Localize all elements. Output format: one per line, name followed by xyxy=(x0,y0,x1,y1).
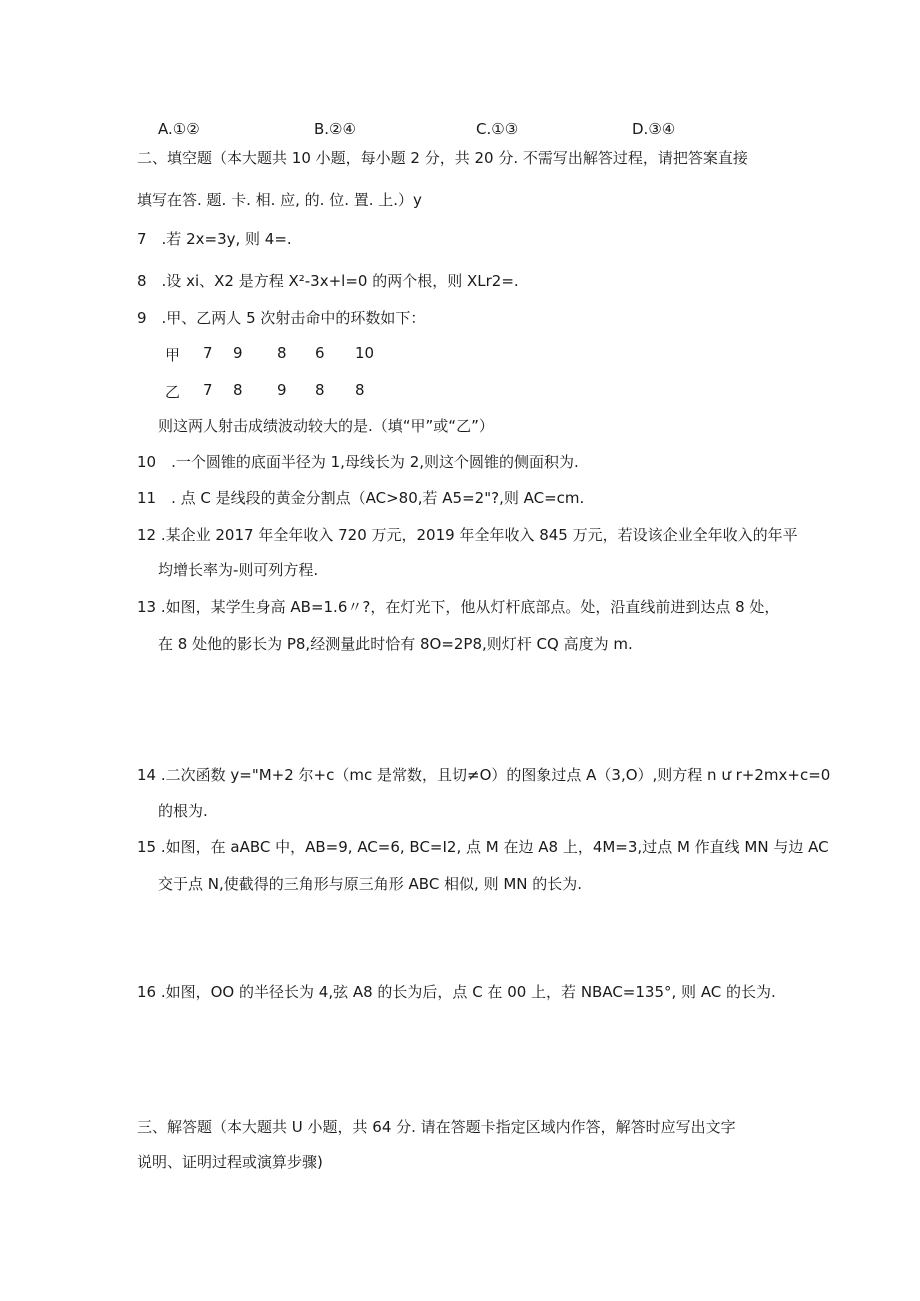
score-cell: 6 xyxy=(315,344,325,362)
option-a: A.①② xyxy=(158,120,200,138)
option-d: D.③④ xyxy=(632,120,676,138)
question-13-line2: 在 8 处他的影长为 P8,经测量此时恰有 8O=2P8,则灯杆 CQ 高度为 m. xyxy=(158,635,633,653)
score-cell: 7 xyxy=(203,344,213,362)
option-c: C.①③ xyxy=(476,120,519,138)
score-cell: 8 xyxy=(277,344,287,362)
question-10: 10 .一个圆锥的底面半径为 1,母线长为 2,则这个圆锥的侧面积为. xyxy=(137,453,579,471)
score-cell: 7 xyxy=(203,381,213,399)
question-8: 8 .设 xi、X2 是方程 X²-3x+l=0 的两个根，则 XLr2=. xyxy=(137,272,519,290)
score-row-label: 乙 xyxy=(165,383,181,401)
score-cell: 8 xyxy=(233,381,243,399)
section3-header-line1: 三、解答题（本大题共 U 小题，共 64 分. 请在答题卡指定区域内作答，解答时应写出文字 xyxy=(137,1118,736,1136)
question-9: 9 .甲、乙两人 5 次射击命中的环数如下： xyxy=(137,309,426,327)
question-12-line1: 12 .某企业 2017 年全年收入 720 万元，2019 年全年收入 845 万元，若设该企业全年收入的年平 xyxy=(137,526,798,544)
question-7: 7 .若 2x=3y, 则 4=. xyxy=(137,230,292,248)
question-15-line2: 交于点 N,使截得的三角形与原三角形 ABC 相似, 则 MN 的长为. xyxy=(158,875,583,893)
score-cell: 9 xyxy=(277,381,287,399)
question-11: 11 . 点 C 是线段的黄金分割点（AC>80,若 A5=2"?,则 AC=cm. xyxy=(137,489,585,507)
section2-header-line1: 二、填空题（本大题共 10 小题，每小题 2 分，共 20 分. 不需写出解答过程，请把答案直接 xyxy=(137,149,748,167)
question-14-line2: 的根为. xyxy=(158,802,208,820)
question-13-line1: 13 .如图，某学生身高 AB=1.6〃?，在灯光下，他从灯杆底部点。处，沿直线前进到达点 8 处， xyxy=(137,598,780,616)
question-12-line2: 均增长率为-则可列方程. xyxy=(158,561,319,579)
score-row-label: 甲 xyxy=(165,346,181,364)
question-15-line1: 15 .如图，在 aABC 中，AB=9, AC=6, BC=I2, 点 M 在边 A8 上，4M=3,过点 M 作直线 MN 与边 AC xyxy=(137,838,829,856)
question-16: 16 .如图，OO 的半径长为 4,弦 A8 的长为后，点 C 在 00 上，若 NBAC=135°, 则 AC 的长为. xyxy=(137,983,776,1001)
score-cell: 9 xyxy=(233,344,243,362)
option-b: B.②④ xyxy=(314,120,356,138)
question-9-ask: 则这两人射击成绩波动较大的是.（填“甲”或“乙”） xyxy=(158,417,494,435)
section2-header-line2: 填写在答. 题. 卡. 相. 应, 的. 位. 置. 上.）y xyxy=(137,191,422,209)
score-cell: 10 xyxy=(355,344,375,362)
question-14-line1: 14 .二次函数 y="M+2 尔+c（mc 是常数，且切≠O）的图象过点 A（3,O）,则方程 n ư r+2mx+c=0 xyxy=(137,766,831,784)
score-cell: 8 xyxy=(315,381,325,399)
section3-header-line2: 说明、证明过程或演算步骤) xyxy=(137,1153,323,1171)
score-cell: 8 xyxy=(355,381,365,399)
